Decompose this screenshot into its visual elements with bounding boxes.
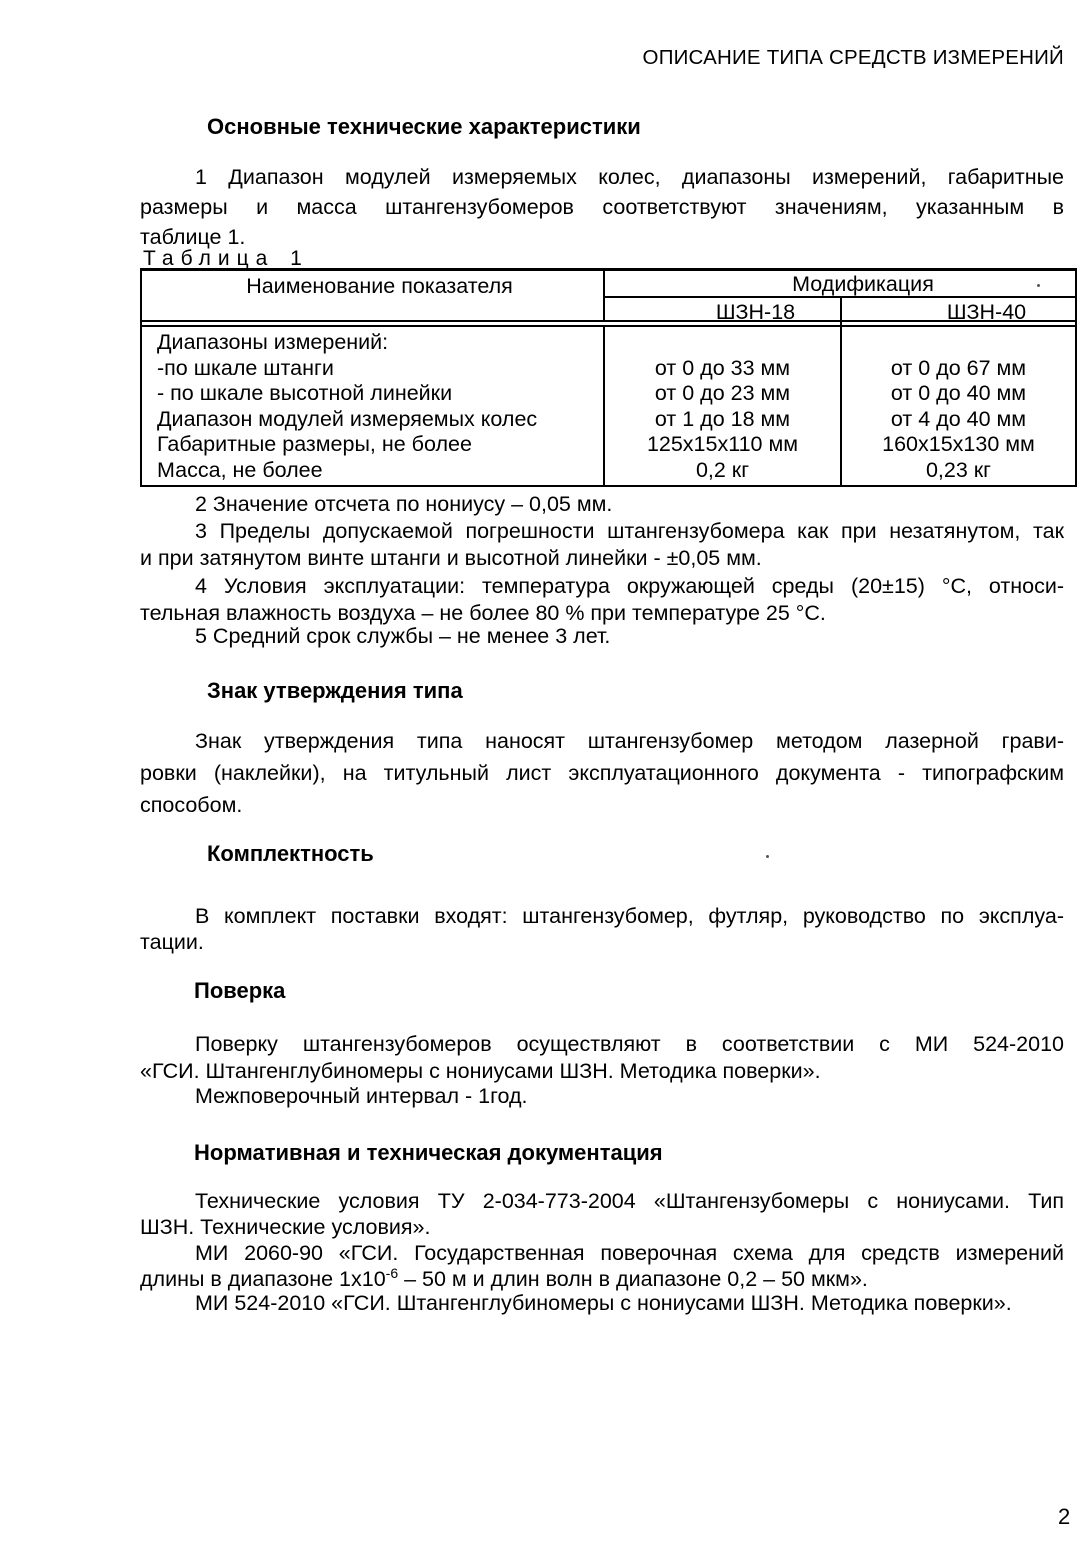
column-header-modification: Модификация [605,271,1075,298]
completeness-paragraph [140,903,1064,955]
verification-interval-paragraph [140,1083,1064,1110]
table-cell: 160х15х130 мм [882,432,1035,456]
item-2-paragraph [140,491,1064,518]
table-cell: 0,23 кг [925,457,992,482]
column-header-name: Наименование показателя [142,271,605,320]
table-header [142,271,1075,327]
paragraph-line [140,1266,1064,1292]
paragraph-line: тельная влажность воздуха – не более 80 % при температуре 25 °С. [140,601,826,625]
page-number: 2 [1058,1504,1071,1529]
table-cell: Габаритные размеры, не более [157,432,472,456]
superscript-exponent: -6 [385,1264,399,1281]
paragraph-line: и при затянутом винте штанги и высотной линейки - ±0,05 мм. [140,546,762,570]
paragraph-line: МИ 524-2010 «ГСИ. Штангенглубиномеры с нониусами ШЗН. Методика поверки». [195,1291,1012,1315]
section-heading-technical-characteristics: Основные технические характеристики [207,114,641,139]
table-body [142,327,1075,485]
table-cell: 125х15х110 мм [646,432,799,456]
table-column-shzn-40 [842,327,1075,485]
document-type-header: ОПИСАНИЕ ТИПА СРЕДСТВ ИЗМЕРЕНИЙ [642,46,1064,69]
intro-paragraph [140,162,1064,252]
paragraph-line: 2 Значение отсчета по нониусу – 0,05 мм. [195,492,613,516]
type-approval-paragraph [140,725,1064,821]
paragraph-line: 5 Средний срок службы – не менее 3 лет. [195,624,611,648]
paragraph-line: ШЗН. Технические условия». [140,1215,431,1239]
section-heading-verification: Поверка [194,978,286,1003]
paragraph-line: Знак утверждения типа наносят штангензубомер методом лазерной грави- [195,729,1064,753]
normdoc-paragraph-2 [140,1240,1064,1292]
table-cell: 0,2 кг [695,457,750,482]
paragraph-line: Поверку штангензубомеров осуществляют в соответствии с МИ 524-2010 [195,1032,1064,1056]
normdoc-paragraph-1 [140,1188,1064,1240]
paragraph-line: ровки (наклейки), на титульный лист эксплуатационного документа - типографским [140,761,1064,785]
paragraph-line: 4 Условия эксплуатации: температура окружающей среды (20±15) °С, относи- [195,574,1064,598]
scan-speck [1037,284,1040,287]
specifications-table [140,268,1077,487]
section-heading-type-approval-mark: Знак утверждения типа [207,678,463,703]
paragraph-line: Технические условия ТУ 2-034-773-2004 «Штангензубомеры с нониусами. Тип [195,1189,1064,1213]
table-cell: -по шкале штанги [157,355,334,380]
paragraph-line: 1 Диапазон модулей измеряемых колес, диапазоны измерений, габаритные [195,165,1064,189]
item-3-paragraph [140,518,1064,572]
paragraph-line: МИ 2060-90 «ГСИ. Государственная поверочная схема для средств измерений [195,1241,1064,1265]
table-cell: Масса, не более [157,457,323,482]
table-cell: от 0 до 33 мм [654,355,791,380]
table-cell: от 0 до 67 мм [890,355,1027,380]
paragraph-line: таблице 1. [140,225,246,249]
scan-speck [766,855,769,858]
column-header-shzn-40: ШЗН-40 [946,300,1027,324]
text-segment: длины в диапазоне 1х10 [140,1267,386,1291]
verification-paragraph [140,1031,1064,1085]
table-cell: от 1 до 18 мм [654,406,791,431]
table-cell: - по шкале высотной линейки [157,381,453,405]
table-column-labels [142,327,605,485]
section-heading-normative-documentation: Нормативная и техническая документация [194,1140,663,1165]
paragraph-line: 3 Пределы допускаемой погрешности штангензубомера как при незатянутом, так [195,519,1064,543]
paragraph-line: способом. [140,793,243,817]
table-cell: от 0 до 40 мм [890,381,1027,405]
item-4-paragraph [140,573,1064,627]
table-cell: Диапазоны измерений: [157,330,389,354]
paragraph-line: размеры и масса штангензубомеров соответствуют значениям, указанным в [140,195,1064,219]
text-segment: – 50 м и длин волн в диапазоне 0,2 – 50 мкм». [398,1267,868,1291]
paragraph-line: В комплект поставки входят: штангензубомер, футляр, руководство по эксплуа- [195,904,1064,928]
paragraph-line: тации. [140,930,204,954]
paragraph-line: «ГСИ. Штангенглубиномеры с нониусами ШЗН. Методика поверки». [140,1059,821,1083]
paragraph-line: Межповерочный интервал - 1год. [195,1084,528,1108]
table-cell [605,330,840,356]
table-header-right [605,271,1075,324]
table-column-shzn-18 [605,327,842,485]
section-heading-completeness: Комплектность [207,841,374,866]
normdoc-paragraph-3 [140,1290,1064,1317]
item-5-paragraph [140,623,1064,650]
model-subheader-row [605,298,1075,326]
table-cell: от 0 до 23 мм [654,381,791,405]
table-cell [842,330,1075,356]
table-cell: Диапазон модулей измеряемых колес [157,406,538,431]
table-cell: от 4 до 40 мм [890,406,1027,431]
column-header-shzn-18: ШЗН-18 [605,298,842,326]
table-caption: Таблица 1 [143,247,309,270]
